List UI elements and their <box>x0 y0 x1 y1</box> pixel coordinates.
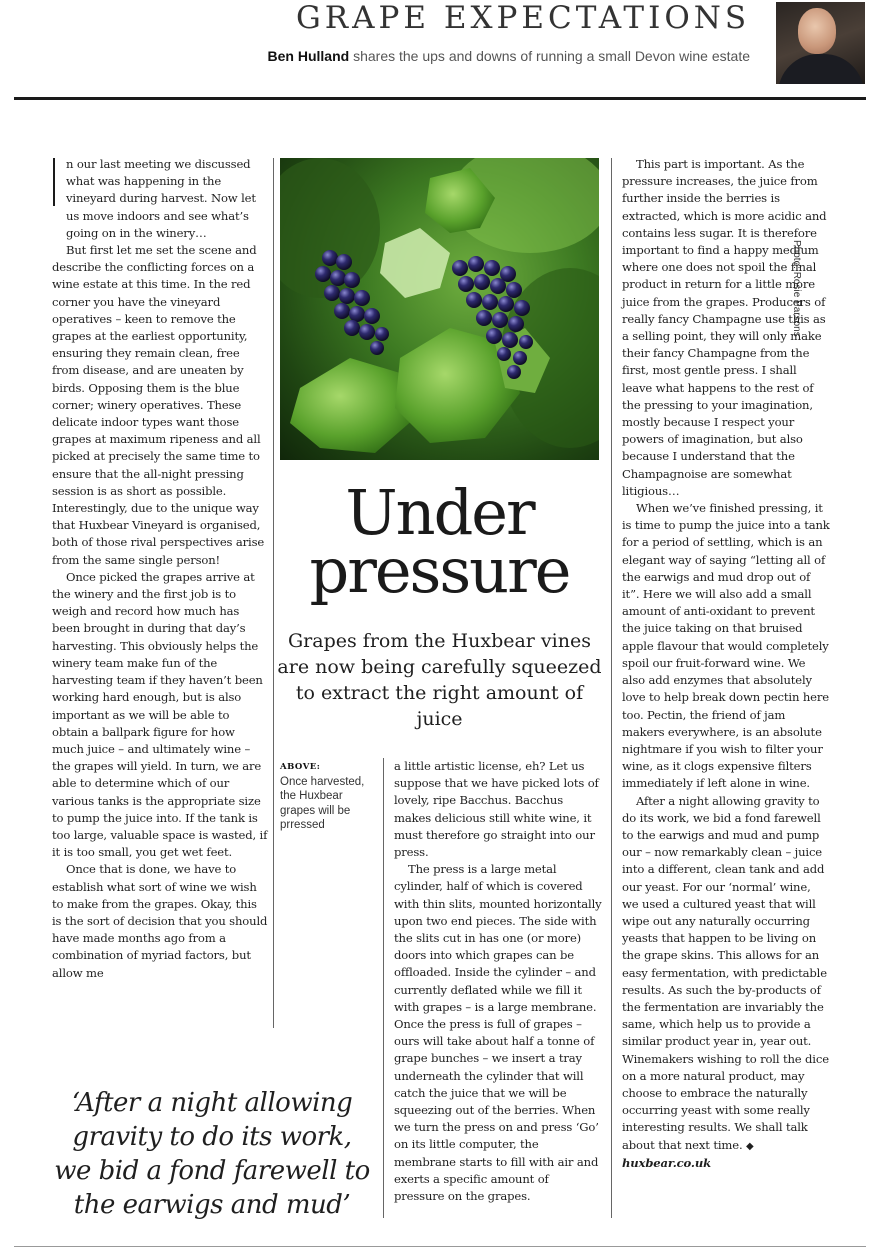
photo-credit: Photo: Rosie Parsons <box>791 240 802 337</box>
footer-rule <box>14 1246 866 1247</box>
caption-text: Once harvested, the Huxbear grapes will be prressed <box>280 775 365 831</box>
standfirst: Grapes from the Huxbear vines are now being carefully squeezed to extract the right amount of juice <box>277 630 602 730</box>
author-portrait <box>776 2 865 84</box>
column-divider <box>383 758 384 1218</box>
paragraph: This part is important. As the pressure increases, the juice from further inside the berries is extracted, which is more acidic and contains less sugar. It is therefore important to find a happy medium where one does not spoil the final product in return for a little more juice from the grapes. Producers of really fancy Champagne use this as a selling point, they will only make their fancy Champagne from the first, most gentle press. I shall leave what happens to the rest of the pressing to your imagination, mostly because I respect your powers of imagination, but also because I understand that the Champagnoise are somewhat litigious… <box>622 157 827 498</box>
photo-caption <box>280 760 378 833</box>
paragraph-text: After a night allowing gravity to do its work, we bid a fond farewell to the earwigs and mud and pump our – now remarkably clean – juice into a different, clean tank and add our yeast. For our ‘normal’ wine, we used a cultured yeast that will wipe out any naturally occurring yeasts that happen to be living on the grape skins. This allows for an easy fermentation, with predictable results. As such the by-products of the fermentation are invariably the same, which help us to provide a similar product year in, year out. Winemakers wishing to roll the dice on a more natural product, may choose to embrace the naturally occurring yeast with some really interesting results. We shall talk about that next time. <box>622 793 829 1152</box>
headline <box>280 476 599 607</box>
pull-quote: ‘After a night allowing gravity to do its work, we bid a fond farewell to the earwigs and mud’ <box>54 1088 370 1220</box>
headline-line-2: pressure <box>309 534 570 607</box>
paragraph: a little artistic license, eh? Let us suppose that we have picked lots of lovely, ripe Bacchus. Bacchus makes delicious still white wine, it must therefore go straight into our press. <box>394 759 599 860</box>
series-title: GRAPE EXPECTATIONS <box>296 0 751 36</box>
article-column-3 <box>622 156 830 1172</box>
column-divider <box>611 158 612 1218</box>
grape-vine-photo <box>280 158 599 460</box>
paragraph: Once that is done, we have to establish what sort of wine we wish to make from the grapes. Okay, this is the sort of decision that you should have made months ago from a combination of myriad factors, but allow me <box>52 862 268 980</box>
paragraph: The press is a large metal cylinder, half of which is covered with thin slits, mounted horizontally upon two end pieces. The side with the slits cut in has one (or more) doors into which grapes can be offloaded. Inside the cylinder – and currently deflated while we fill it with grapes – is a large membrane. Once the press is full of grapes – ours will take about half a tonne of grape bunches – we insert a tray underneath the cylinder that will catch the juice that we will be squeezing out of the berries. When we turn the press on and press ‘Go’ on its little computer, the membrane starts to fill with air and exerts a specific amount of pressure on the grapes. <box>394 862 602 1204</box>
byline <box>160 48 750 64</box>
column-divider <box>273 158 274 1028</box>
paragraph: But first let me set the scene and describe the conflicting forces on a wine estate at this time. In the red corner you have the vineyard operatives – keen to remove the grapes at the earliest opportunity, ensuring they remain clean, free from disease, and are uneaten by birds. Opposing them is the blue corner; winery operatives. These delicate indoor types want those grapes at maximum ripeness and all picked at precisely the same time to ensure that the all-night pressing session is as short as possible. Interestingly, due to the unique way that Huxbear Vineyard is organised, both of those rival perspectives arise from the same single person! <box>52 243 265 567</box>
website-link[interactable]: huxbear.co.uk <box>622 1155 711 1170</box>
grape-bunches-illustration <box>280 158 599 460</box>
headline-line-1: Under <box>345 476 534 549</box>
article-column-1 <box>52 156 268 982</box>
end-mark-icon: ◆ <box>746 1140 754 1152</box>
paragraph: n our last meeting we discussed what was happening in the vineyard during harvest. Now let us move indoors and see what’s going on in the winery… <box>66 157 256 240</box>
header-rule <box>14 97 866 100</box>
paragraph: Once picked the grapes arrive at the winery and the first job is to weigh and record how much has been brought in during that day’s harvesting. This obviously helps the winery team make fun of the harvesting team if they haven’t been working hard enough, but is also important as we will be able to obtain a ballpark figure for how much juice – and ultimately wine – the grapes will yield. In turn, we are able to determine which of our various tanks is the appropriate size to pump the juice into. If the tank is too large, valuable space is wasted, if it is too small, you get wet feet. <box>52 569 268 860</box>
author-name: Ben Hulland <box>267 48 350 64</box>
paragraph <box>622 793 830 1155</box>
byline-description: shares the ups and downs of running a small Devon wine estate <box>353 48 750 64</box>
caption-label: ABOVE: <box>280 762 321 772</box>
article-column-2 <box>394 758 602 1205</box>
paragraph: When we’ve finished pressing, it is time to pump the juice into a tank for a period of settling, which is an elegant way of saying “letting all of the earwigs and mud drop out of it”. Here we will also add a small amount of anti-oxidant to prevent the juice taking on that bruised apple flavour that would completely spoil our fruit-forward wine. We also add enzymes that absolutely love to help break down pectin here too. Pectin, the friend of jam makers everywhere, is an absolute nightmare if you wish to filter your wine, as it clogs expensive filters immediately if left alone in wine. <box>622 501 830 791</box>
